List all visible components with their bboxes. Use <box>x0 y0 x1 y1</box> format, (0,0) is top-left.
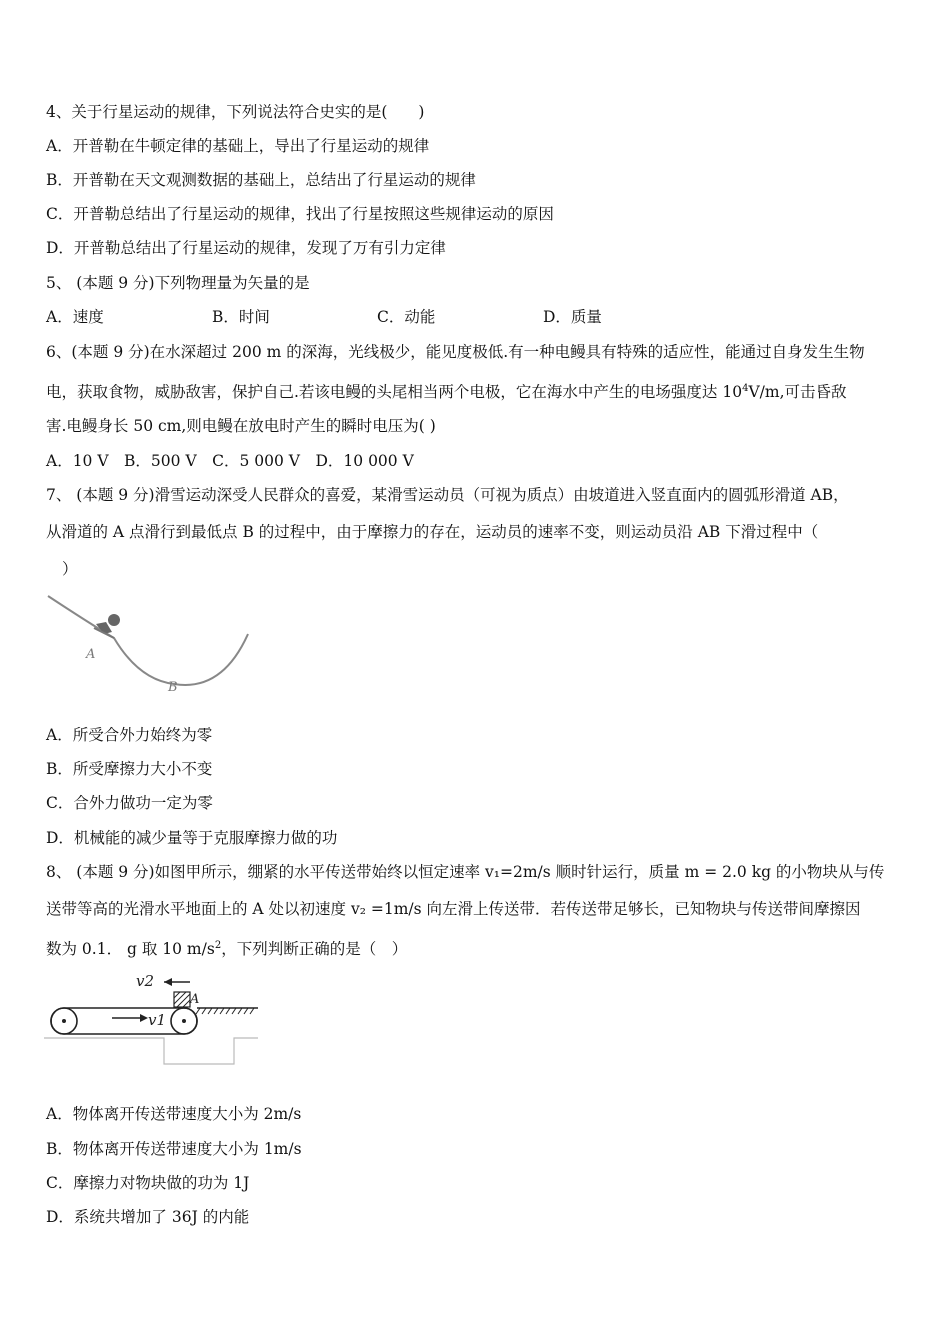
q8-option-b: B．物体离开传送带速度大小为 1m/s <box>46 1140 302 1158</box>
q8-option-c: C．摩擦力对物块做的功为 1J <box>46 1174 250 1192</box>
q4-stem: 4、关于行星运动的规律，下列说法符合史实的是( ) <box>46 103 425 121</box>
q5-options <box>46 307 602 327</box>
q7-option-c: C．合外力做功一定为零 <box>46 794 213 812</box>
q6-line2-text: 电，获取食物，威胁敌害，保护自己.若该电鳗的头尾相当两个电极，它在海水中产生的电场强度达 10 <box>46 383 743 402</box>
q6-line2-unit: V/m,可击昏敌 <box>748 383 847 402</box>
q7-line2: 从滑道的 A 点滑行到最低点 B 的过程中，由于摩擦力的存在，运动员的速率不变，则运动员沿 AB 下滑过程中（ <box>46 523 819 541</box>
skier-icon <box>94 614 120 638</box>
q6-exponent: 4 <box>742 383 749 394</box>
q5-option-c: C．动能 <box>377 308 436 326</box>
v2-label: v2 <box>136 972 155 990</box>
v1-label: v1 <box>148 1011 167 1029</box>
q5-stem: 5、 (本题 9 分)下列物理量为矢量的是 <box>46 274 310 292</box>
q7-option-d: D．机械能的减少量等于克服摩擦力做的功 <box>46 829 338 847</box>
point-b-label: B <box>168 680 178 695</box>
q6-line1: 6、(本题 9 分)在水深超过 200 m 的深海，光线极少，能见度极低.有一种电鳗具有特殊的适应性，能通过自身发生生物 <box>46 343 865 361</box>
floor-outline <box>44 1038 258 1064</box>
q4-option-d: D．开普勒总结出了行星运动的规律，发现了万有引力定律 <box>46 239 446 257</box>
q6-line2 <box>46 379 847 402</box>
v2-arrow-icon <box>164 978 190 986</box>
q8-line3 <box>46 936 407 959</box>
ski-slope-figure <box>44 588 254 700</box>
q4-option-c: C．开普勒总结出了行星运动的规律，找出了行星按照这些规律运动的原因 <box>46 205 554 223</box>
q8-line1: 8、 (本题 9 分)如图甲所示，绷紧的水平传送带始终以恒定速率 v₁=2m/s 顺时针运行，质量 m = 2.0 kg 的小物块从与传 <box>46 863 885 881</box>
q4-option-b: B．开普勒在天文观测数据的基础上，总结出了行星运动的规律 <box>46 171 476 189</box>
q7-line1: 7、 (本题 9 分)滑雪运动深受人民群众的喜爱，某滑雪运动员（可视为质点）由坡道进入竖直面内的圆弧形滑道 AB， <box>46 486 849 504</box>
q8-line3-end: ，下列判断正确的是（ ） <box>221 940 408 959</box>
q7-option-a: A．所受合外力始终为零 <box>46 726 213 744</box>
q8-exponent: 2 <box>214 940 222 951</box>
conveyor-belt-figure <box>44 968 264 1068</box>
q8-line3-text: 数为 0.1． g 取 10 m/s <box>46 940 215 959</box>
point-a-label: A <box>190 992 200 1007</box>
q4-option-a: A．开普勒在牛顿定律的基础上，导出了行星运动的规律 <box>46 137 430 155</box>
q8-line2: 送带等高的光滑水平地面上的 A 处以初速度 v₂ =1m/s 向左滑上传送带．若传送带足够长，已知物块与传送带间摩擦因 <box>46 900 861 918</box>
q8-option-a: A．物体离开传送带速度大小为 2m/s <box>46 1105 302 1123</box>
q6-line3: 害.电鳗身长 50 cm,则电鳗在放电时产生的瞬时电压为( ) <box>46 417 436 435</box>
v1-arrow-icon <box>112 1014 148 1022</box>
q7-line3: ） <box>62 560 78 578</box>
q6-options: A．10 V B．500 V C．5 000 V D．10 000 V <box>46 452 414 470</box>
ground-hatch <box>196 1008 254 1014</box>
q5-option-d: D．质量 <box>543 308 602 326</box>
q5-option-a: A．速度 <box>46 308 104 326</box>
q8-option-d: D．系统共增加了 36J 的内能 <box>46 1208 250 1226</box>
slope-curve <box>48 596 248 685</box>
point-a-label: A <box>86 647 96 662</box>
q7-option-b: B．所受摩擦力大小不变 <box>46 760 213 778</box>
q5-option-b: B．时间 <box>212 308 270 326</box>
block-icon <box>174 992 190 1007</box>
